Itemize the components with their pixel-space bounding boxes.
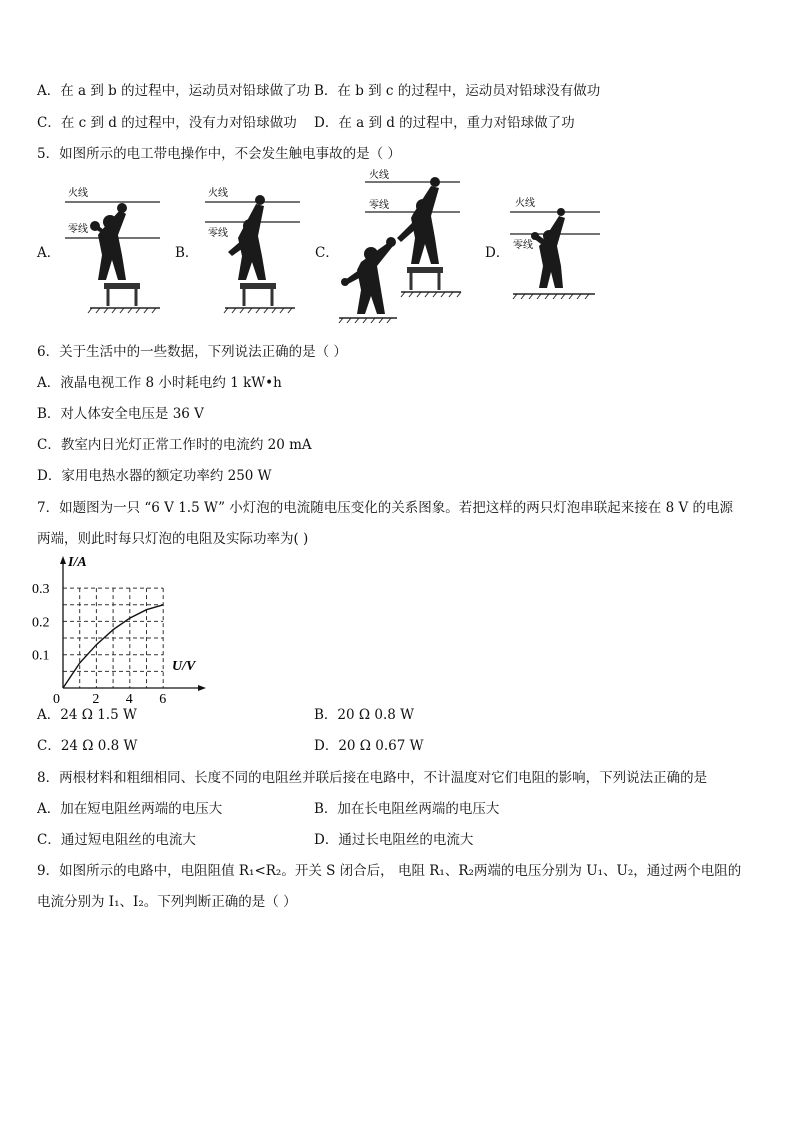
- q5-b-fire-label: 火线: [208, 188, 228, 199]
- q4-option-a: A．在 a 到 b 的过程中，运动员对铅球做了功: [37, 83, 311, 99]
- q5-label-c: C．: [315, 245, 339, 261]
- q6-stem: 6．关于生活中的一些数据，下列说法正确的是（ ）: [37, 344, 347, 360]
- q7-option-b: B．20 Ω 0.8 W: [314, 707, 415, 723]
- q5-label-a: A．: [37, 245, 61, 261]
- q7-option-a: A．24 Ω 1.5 W: [37, 707, 137, 723]
- q5-figure-a: [60, 180, 165, 324]
- q7-stem-line2: 两端，则此时每只灯泡的电阻及实际功率为( ): [37, 531, 309, 547]
- y-axis-arrow: [60, 556, 66, 564]
- q8-option-b: B．加在长电阻丝两端的电压大: [314, 801, 500, 817]
- y-tick-label: 0.3: [32, 582, 50, 598]
- q7-stem-line1: 7．如题图为一只 “6 V 1.5 W” 小灯泡的电流随电压变化的关系图象。若把这样的两只灯泡串联起来接在 8 V 的电源: [37, 500, 733, 516]
- q5-figure-b: [200, 180, 305, 324]
- x-tick-label: 2: [92, 692, 100, 707]
- x-tick-label: 0: [53, 692, 60, 707]
- y-tick-label: 0.1: [32, 648, 50, 664]
- q6-option-d: D．家用电热水器的额定功率约 250 W: [37, 468, 272, 484]
- q6-option-b: B．对人体安全电压是 36 V: [37, 406, 204, 422]
- q5-figure-c: [335, 168, 465, 332]
- q4-option-d: D．在 a 到 d 的过程中，重力对铅球做了功: [314, 115, 575, 131]
- q5-a-fire-label: 火线: [68, 188, 88, 199]
- q5-b-zero-label: 零线: [208, 228, 228, 239]
- q8-stem: 8．两根材料和粗细相同、长度不同的电阻丝并联后接在电路中，不计温度对它们电阻的影响，下列说法正确的是: [37, 770, 708, 786]
- q6-option-a: A．液晶电视工作 8 小时耗电约 1 kW•h: [37, 375, 282, 391]
- q7-option-c: C．24 Ω 0.8 W: [37, 738, 138, 754]
- q5-figure-d: [505, 190, 605, 314]
- q5-d-zero-label: 零线: [513, 240, 533, 251]
- q8-option-a: A．加在短电阻丝两端的电压大: [37, 801, 223, 817]
- q9-stem-line2: 电流分别为 I₁、I₂。下列判断正确的是（ ）: [37, 894, 297, 910]
- x-axis-label: U/V: [172, 659, 196, 674]
- q5-stem: 5．如图所示的电工带电操作中，不会发生触电事故的是（ ）: [37, 146, 401, 162]
- q6-option-c: C．教室内日光灯正常工作时的电流约 20 mA: [37, 437, 312, 453]
- q5-c-fire-label: 火线: [369, 170, 389, 181]
- q8-option-d: D．通过长电阻丝的电流大: [314, 832, 474, 848]
- q5-c-zero-label: 零线: [369, 200, 389, 211]
- x-axis-arrow: [198, 685, 206, 691]
- q5-label-b: B．: [175, 245, 199, 261]
- x-tick-label: 4: [125, 692, 133, 707]
- q5-d-fire-label: 火线: [515, 198, 535, 209]
- q5-label-d: D．: [485, 245, 510, 261]
- q7-option-d: D．20 Ω 0.67 W: [314, 738, 424, 754]
- y-axis-label: I/A: [68, 555, 87, 570]
- x-tick-label: 6: [159, 692, 167, 707]
- q5-a-zero-label: 零线: [68, 224, 88, 235]
- q8-option-c: C．通过短电阻丝的电流大: [37, 832, 196, 848]
- q9-stem-line1: 9．如图所示的电路中，电阻阻值 R₁<R₂。开关 S 闭合后， 电阻 R₁、R₂两端的电压分别为 U₁、U₂，通过两个电阻的: [37, 863, 742, 879]
- q4-option-b: B．在 b 到 c 的过程中，运动员对铅球没有做功: [314, 83, 601, 99]
- y-tick-label: 0.2: [32, 615, 50, 631]
- q4-option-c: C．在 c 到 d 的过程中，没有力对铅球做功: [37, 115, 297, 131]
- q7-iu-chart: [30, 548, 210, 707]
